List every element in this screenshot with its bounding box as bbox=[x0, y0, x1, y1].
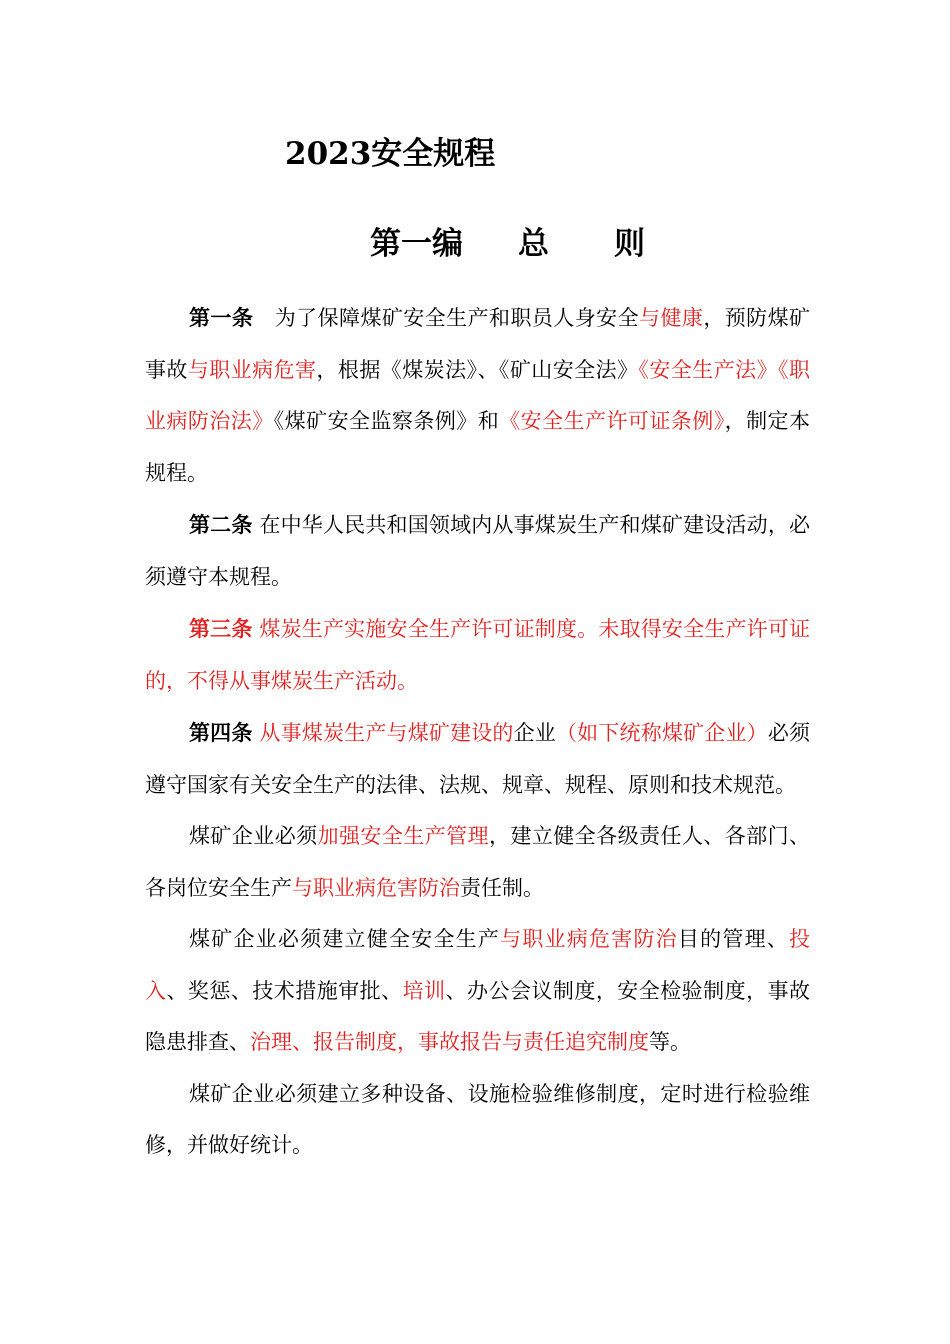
management-highlight: 与职业病危害防治 bbox=[292, 875, 460, 900]
article-2-text: 在中华人民共和国领域内从事煤炭生产和煤矿建设活动，必须遵守本规程。 bbox=[145, 513, 810, 589]
article-1-text: ，预防煤矿事故 bbox=[145, 306, 811, 382]
systems-paragraph bbox=[145, 914, 810, 1069]
article-1-text: ，制定本规程。 bbox=[145, 409, 811, 485]
article-4-paragraph bbox=[145, 707, 810, 811]
systems-text: 、办公会议制度，安全检验制度，事故隐患排查、 bbox=[145, 978, 811, 1054]
systems-highlight: 培训 bbox=[402, 978, 446, 1003]
article-1-highlight: 与健康 bbox=[639, 306, 704, 330]
article-1-highlight: 与职业病危害 bbox=[187, 357, 317, 382]
article-1-text: 《煤矿安全监察条例》和 bbox=[273, 409, 500, 433]
management-text: 责任制。 bbox=[460, 875, 544, 900]
article-4-highlight: 从事煤炭生产与煤矿建设的 bbox=[259, 721, 514, 745]
management-text: ，建立健全各级责任人、各部门、各岗位安全生产 bbox=[145, 824, 811, 900]
article-2-paragraph bbox=[145, 499, 810, 603]
part-title-char-1: 总 bbox=[518, 226, 549, 262]
article-1-paragraph bbox=[145, 292, 810, 499]
article-2-label: 第二条 bbox=[189, 512, 253, 537]
document-title: 2023安全规程 bbox=[285, 136, 496, 172]
article-4-text: 企业 bbox=[513, 721, 556, 745]
systems-highlight: 治理、报告制度，事故报告与责任追究制度 bbox=[250, 1030, 649, 1054]
systems-text: 煤矿企业必须建立健全安全生产 bbox=[189, 927, 501, 951]
article-1-highlight: 《安全生产法》《职业病防治法》 bbox=[145, 357, 810, 433]
management-text: 煤矿企业必须 bbox=[189, 824, 318, 848]
part-title bbox=[370, 218, 645, 263]
systems-text: 、奖惩、技术措施审批、 bbox=[166, 978, 403, 1003]
systems-text: 目的管理、 bbox=[677, 927, 790, 951]
maintenance-paragraph bbox=[145, 1069, 810, 1172]
article-1-text: 为了保障煤矿安全生产和职员人身安全 bbox=[274, 306, 640, 330]
article-4-label: 第四条 bbox=[189, 720, 253, 745]
management-paragraph bbox=[145, 811, 810, 914]
article-3-text: 煤炭生产实施安全生产许可证制度。未取得安全生产许可证的，不得从事煤炭生产活动。 bbox=[145, 617, 810, 693]
part-title-char-2: 则 bbox=[614, 226, 645, 262]
systems-highlight: 与职业病危害防治 bbox=[500, 927, 678, 951]
systems-highlight: 投入 bbox=[145, 927, 811, 1003]
article-4-highlight: （如下统称煤矿企业） bbox=[556, 721, 768, 745]
document-body bbox=[145, 292, 810, 1172]
article-1-label: 第一条 bbox=[189, 305, 254, 330]
article-3-label: 第三条 bbox=[189, 616, 253, 641]
article-1-highlight: 《安全生产许可证条例》 bbox=[499, 409, 725, 433]
part-title-number: 第一编 bbox=[370, 226, 463, 262]
management-highlight: 加强安全生产管理 bbox=[317, 824, 490, 848]
systems-text: 等。 bbox=[649, 1030, 691, 1054]
article-1-text: ，根据《煤炭法》、《矿山安全法》 bbox=[316, 357, 639, 382]
article-3-paragraph bbox=[145, 603, 810, 707]
article-4-text: 必须遵守国家有关安全生产的法律、法规、规章、规程、原则和技术规范。 bbox=[145, 721, 811, 797]
maintenance-text: 煤矿企业必须建立多种设备、设施检验维修制度，定时进行检验维修，并做好统计。 bbox=[145, 1081, 810, 1157]
